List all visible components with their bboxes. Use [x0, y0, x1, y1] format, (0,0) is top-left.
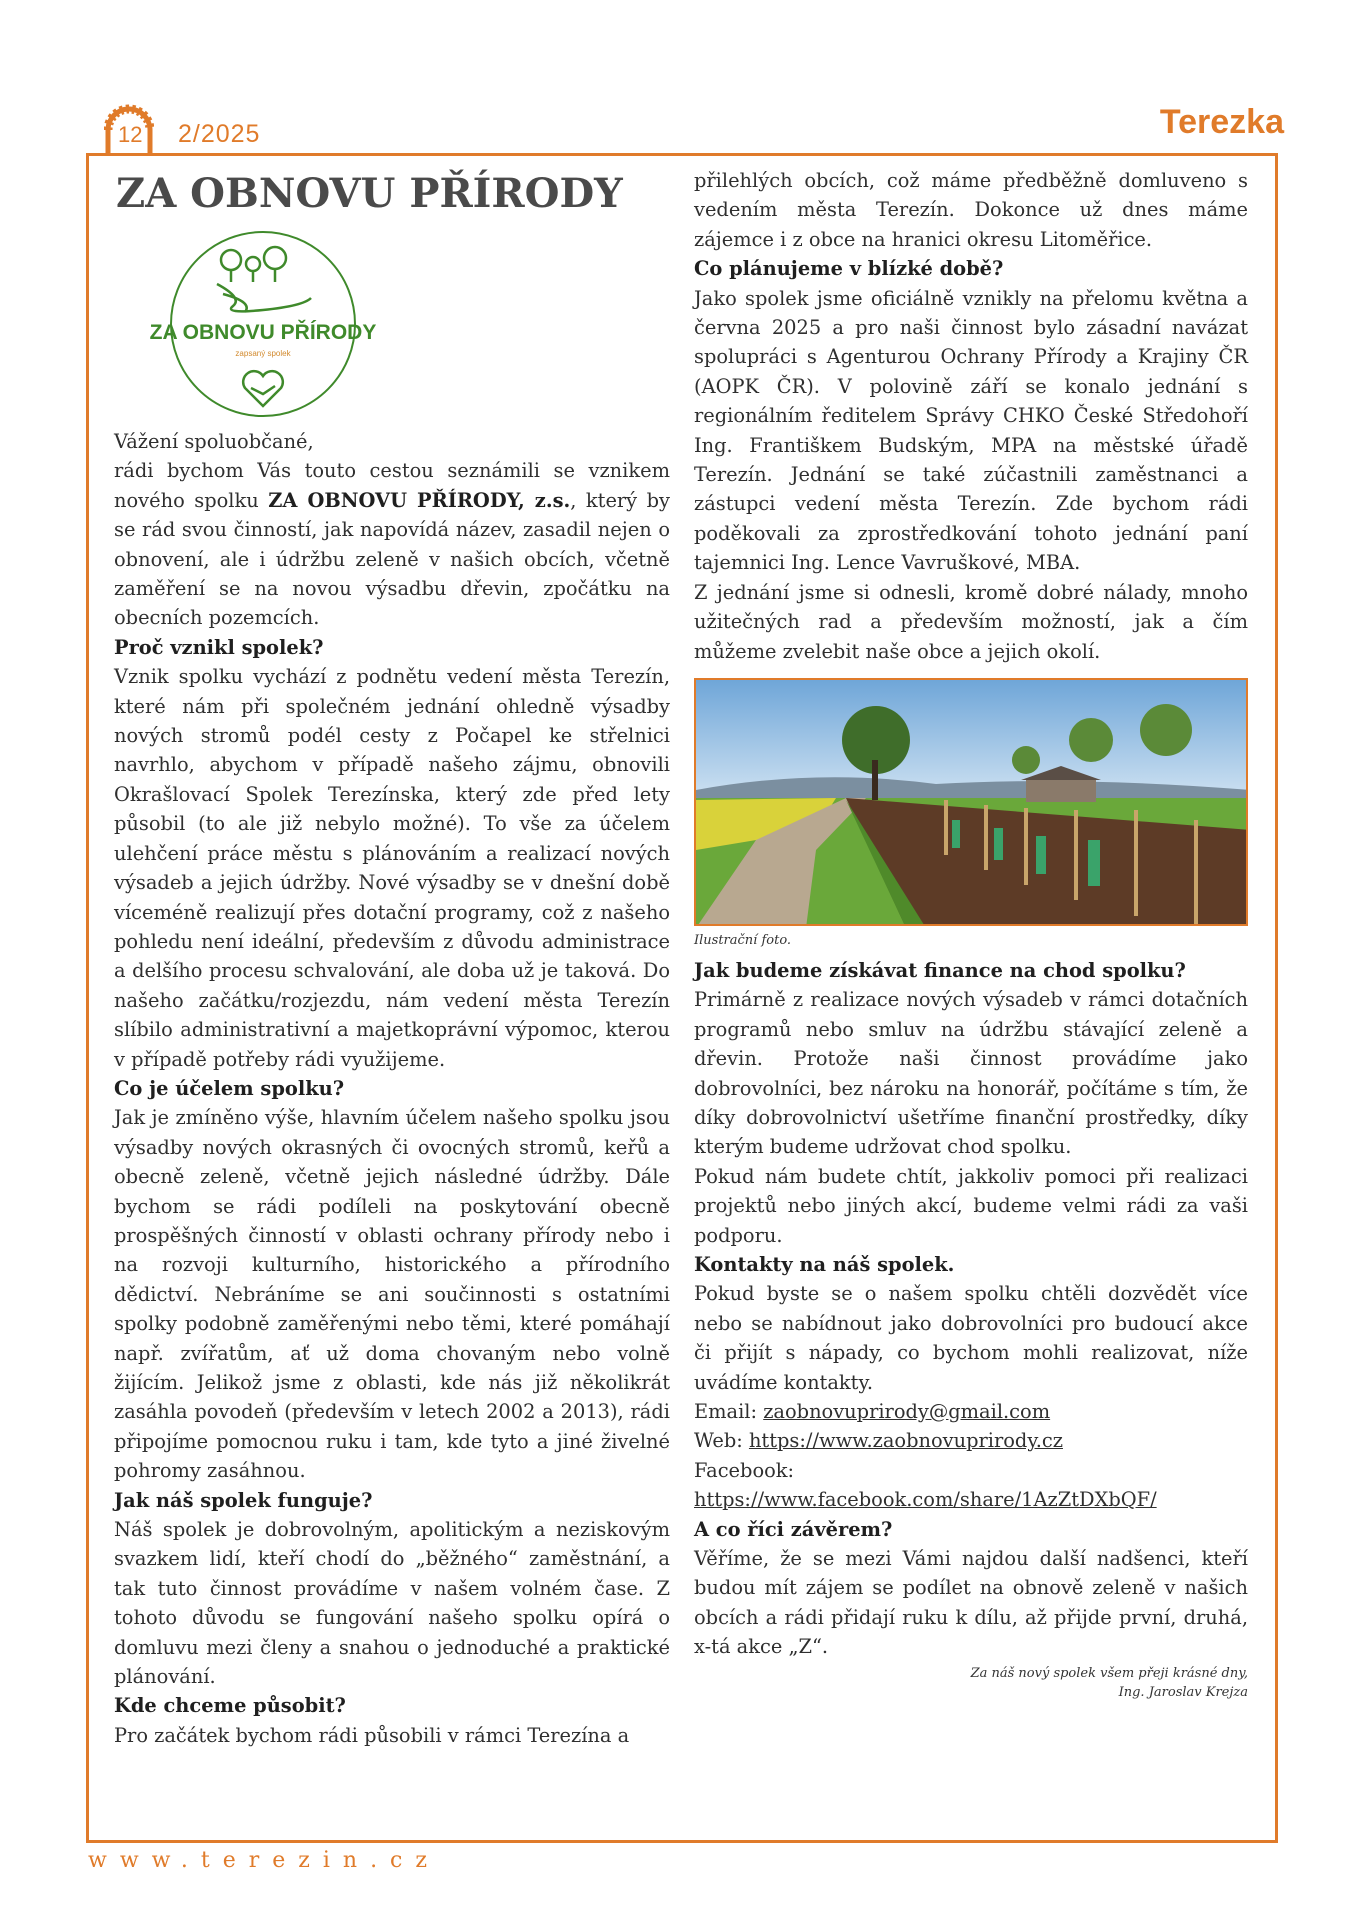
author-name: Ing. Jaroslav Krejza [1118, 1684, 1248, 1700]
heading-finance: Jak budeme získávat finance na chod spolku? [694, 958, 1186, 982]
paragraph-meeting: Z jednání jsme si odnesli, kromě dobré nálady, mnoho užitečných rad a především možností, jak a čím můžeme zvelebit naše obce a jejich okolí. [694, 580, 1248, 663]
tree-icon [217, 247, 311, 312]
paragraph-where-cont: přilehlých obcích, což máme předběžně domluveno s vedením města Terezín. Dokonce už dnes máme zájemce i z obce na hranici okresu Litoměřice. [694, 169, 1248, 251]
intro-paragraph: rádi bychom Vás touto cestou seznámili se vznikem nového spolku ZA OBNOVU PŘÍRODY, z.s., který by se rád svou činností, jak napovídá název, zasadil nejen o obnovení, ale i údržbu zeleně v našich obcích, včetně zaměření se na novou výsadbu dřevin, zpočátku na obecních pozemcích. [114, 459, 670, 630]
heading-where: Kde chceme působit? [114, 1694, 346, 1718]
logo-name: ZA OBNOVU PŘÍRODY [149, 321, 377, 344]
issue-number: 2/2025 [178, 120, 261, 148]
logo-subtitle: zapsaný spolek [235, 349, 291, 358]
heading-end: A co říci závěrem? [694, 1517, 893, 1541]
paragraph-finance: Primárně z realizace nových výsadeb v rámci dotačních programů nebo smluv na údržbu stávající zeleně a dřevin. Protože naši činnost provádíme jako dobrovolníci, bez nároku na honorář, počítáme s tím, že díky dobrovolnictví ušetříme finanční prostředky, díky kterým budeme udržovat chod spolku. [694, 988, 1248, 1159]
heading-purpose: Co je účelem spolku? [114, 1076, 345, 1100]
facebook-link[interactable]: https://www.facebook.com/share/1AzZtDXbQF/ [694, 1488, 1157, 1512]
heading-why: Proč vznikl spolek? [114, 635, 324, 659]
paragraph-contacts: Pokud byste se o našem spolku chtěli dozvědět více nebo se nabídnout jako dobrovolníci pro budoucí akce či přijít s nápady, co bychom mohli realizovat, níže uvádíme kontakty. [694, 1282, 1248, 1394]
club-logo [113, 228, 393, 420]
facebook-label: Facebook: [694, 1458, 795, 1482]
heading-how: Jak náš spolek funguje? [114, 1488, 373, 1512]
page-number: 12 [118, 122, 143, 147]
facebook-line [694, 1485, 1248, 1514]
web-link[interactable]: https://www.zaobnovuprirody.cz [748, 1429, 1063, 1453]
paragraph-plan: Jako spolek jsme oficiálně vznikly na přelomu května a června 2025 a pro naši činnost bylo zásadní navázat spolupráci s Agenturou Ochrany Přírody a Krajiny ČR (AOPK ČR). V polovině září se konalo jednání s regionálním ředitelem Správy CHKO České Středohoří Ing. Františkem Budským, MPA na městské úřadě Terezín. Jednání se také zúčastnili zaměstnanci a zástupci vedení města Terezín. Zde bychom rádi poděkovali za zprostředkování tohoto jednání paní tajemnici Ing. Lence Vavruškové, MBA. [694, 286, 1248, 575]
email-line: Email: zaobnovuprirody@gmail.com [694, 1400, 1051, 1423]
signoff [694, 1664, 1248, 1702]
page-number-badge [104, 118, 154, 154]
article-title: ZA OBNOVU PŘÍRODY [116, 170, 623, 217]
paragraph-why: Vznik spolku vychází z podnětu vedení města Terezín, které nám při společném jednání ohledně výsadby nových stromů podél cesty z Počapel ke střelnici navrhlo, abychom v případě našeho zájmu, obnovili Okrašlovací Spolek Terezínska, který zde před lety působil (to ale již nebylo možné). To vše za účelem ulehčení práce městu s plánováním a realizací nových výsadeb a jejich údržby. Nové výsadby se v dnešní době víceméně realizují přes dotační programy, což z našeho pohledu není ideální, především z důvodu administrace a delšího procesu schvalování, ale doba už je taková. Do našeho začátku/rozjezdu, nám vedení města Terezín slíbilo administrativní a majetkoprávní výpomoc, kterou v případě potřeby rádi využijeme. [114, 665, 670, 1071]
heading-plan: Co plánujeme v blízké době? [694, 257, 1004, 281]
club-name: ZA OBNOVU PŘÍRODY, z.s. [268, 488, 571, 512]
web-line: Web: https://www.zaobnovuprirody.cz [694, 1429, 1063, 1453]
paragraph-end: Věříme, že se mezi Vámi najdou další nadšenci, kteří budou mít zájem se podílet na obnově zeleně v našich obcích a rádi přidají ruku k dílu, až přijde první, druhá, x-tá akce „Z“. [694, 1547, 1248, 1659]
illustration-photo [694, 678, 1248, 926]
email-link[interactable]: zaobnovuprirody@gmail.com [763, 1400, 1051, 1423]
signoff-line: Za náš nový spolek všem přeji krásné dny, [970, 1665, 1248, 1681]
masthead: Terezka [1159, 103, 1284, 141]
heart-hands-icon [243, 371, 283, 406]
photo-caption: Ilustrační foto. [694, 932, 792, 948]
paragraph-how: Náš spolek je dobrovolným, apolitickým a neziskovým svazkem lidí, kteří chodí do „běžného“ zaměstnání, a tak tuto činnost provádíme v našem volném čase. Z tohoto důvodu se fungování našeho spolku opírá o domluvu mezi členy a snahou o jednoduché a praktické plánování. [114, 1518, 670, 1689]
paragraph-where: Pro začátek bychom rádi působili v rámci Terezína a [114, 1723, 630, 1747]
paragraph-help: Pokud nám budete chtít, jakkoliv pomoci při realizaci projektů nebo jiných akcí, budeme velmi rádi za vaši podporu. [694, 1164, 1248, 1247]
paragraph-purpose: Jak je zmíněno výše, hlavním účelem našeho spolku jsou výsadby nových okrasných či ovocných stromů, keřů a obecně zeleně, včetně jejich následné údržby. Dále bychom se rádi podíleli na poskytování obecně prospěšných činností v oblasti ochrany přírody nebo i na rozvoji kulturního, historického a přírodního dědictví. Nebráníme se ani součinnosti s ostatními spolky podobně zaměřenými nebo těmi, které pomáhají např. zvířatům, ať už doma chovaným nebo volně žijícím. Jelikož jsme z oblasti, kde nás již několikrát zasáhla povodeň (především v letech 2002 a 2013), rádi připojíme pomocnou ruku i tam, kde tyto a jiné živelné pohromy zasáhnou. [114, 1106, 670, 1483]
left-column [114, 427, 670, 1750]
greeting: Vážení spoluobčané, [114, 430, 314, 453]
heading-contacts: Kontakty na náš spolek. [694, 1252, 955, 1276]
right-column [694, 166, 1248, 1702]
footer-website[interactable]: www.terezin.cz [88, 1848, 440, 1873]
